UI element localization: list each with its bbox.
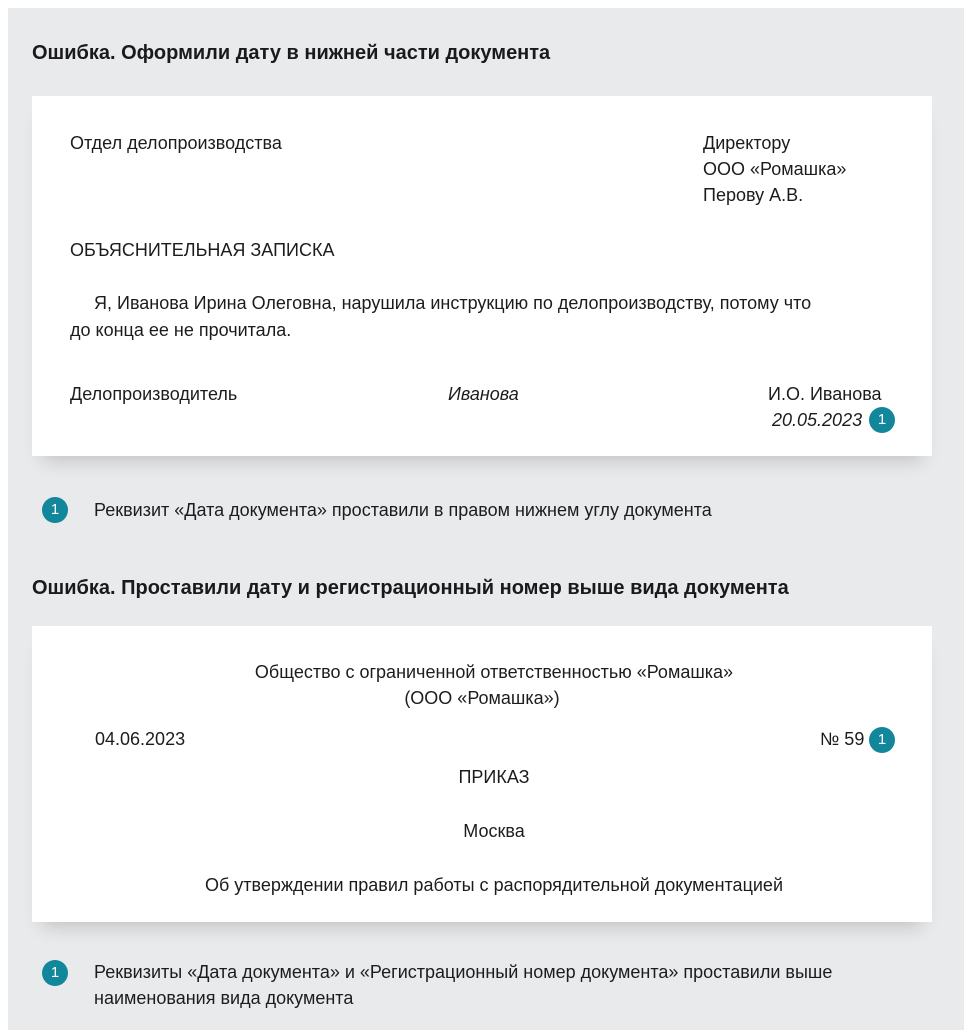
addressee-line-2: ООО «Ромашка»: [703, 159, 847, 179]
registration-number: № 59: [820, 729, 865, 749]
organization-full-name: Общество с ограниченной ответственностью «Ромашка»: [254, 662, 734, 682]
note-text-line-1: Реквизиты «Дата документа» и «Регистрационный номер документа» проставили выше: [94, 962, 833, 982]
body-line-1: Я, Иванова Ирина Олеговна, нарушила инструкцию по делопроизводству, потому что: [94, 293, 812, 313]
organization-short-name: (ООО «Ромашка»): [404, 688, 560, 708]
callout-badge: 1: [869, 407, 895, 433]
note-badge: 1: [42, 960, 68, 986]
signer-position: Делопроизводитель: [70, 384, 238, 404]
city: Москва: [463, 821, 525, 841]
body-line-2: до конца ее не прочитала.: [70, 320, 292, 340]
document-subject: Об утверждении правил работы с распорядительной документацией: [205, 875, 783, 895]
signer-name: И.О. Иванова: [768, 384, 882, 404]
addressee-line-1: Директору: [703, 133, 791, 153]
order-card: [32, 626, 932, 922]
document-date: 04.06.2023: [95, 729, 186, 749]
section2-heading: Ошибка. Проставили дату и регистрационный номер выше вида документа: [32, 577, 789, 599]
document-date: 20.05.2023: [772, 410, 863, 430]
callout-badge: 1: [869, 727, 895, 753]
note-text-line-2: наименования вида документа: [94, 988, 354, 1008]
document-type: ПРИКАЗ: [458, 767, 530, 787]
document-title: ОБЪЯСНИТЕЛЬНАЯ ЗАПИСКА: [70, 240, 335, 260]
signature: Иванова: [448, 384, 519, 404]
department: Отдел делопроизводства: [70, 133, 282, 153]
section1-heading: Ошибка. Оформили дату в нижней части документа: [32, 42, 551, 64]
explanatory-note-card: [32, 96, 932, 456]
note-badge: 1: [42, 497, 68, 523]
addressee-line-3: Перову А.В.: [703, 185, 804, 205]
note-text: Реквизит «Дата документа» проставили в правом нижнем углу документа: [94, 500, 712, 520]
